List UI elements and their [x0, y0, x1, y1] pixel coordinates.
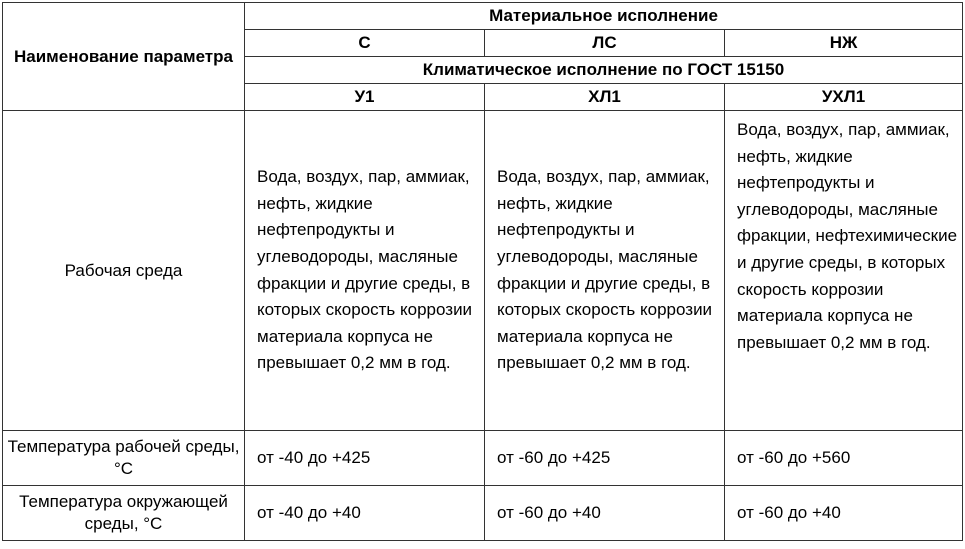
working-temp-ls: от -60 до +425: [485, 431, 725, 486]
material-title: Материальное исполнение: [245, 3, 963, 30]
material-nzh: НЖ: [725, 30, 963, 57]
param-name-header: Наименование параметра: [3, 3, 245, 111]
working-temp-c: от -40 до +425: [245, 431, 485, 486]
table-row: [3, 486, 963, 541]
working-temp-nzh: от -60 до +560: [725, 431, 963, 486]
row-label-working-medium: Рабочая среда: [3, 111, 245, 431]
row-label-ambient-temp: Температура окружающей среды, °С: [3, 486, 245, 541]
ambient-temp-nzh: от -60 до +40: [725, 486, 963, 541]
table-row: [3, 111, 963, 431]
working-medium-nzh: Вода, воздух, пар, аммиак, нефть, жидкие нефтепродукты и углеводороды, масляные фракции, нефтехимические и другие среды, в которых скорость коррозии материала корпуса не превышает 0,2 мм в год.: [725, 111, 963, 431]
climate-khl1: ХЛ1: [485, 84, 725, 111]
material-c: С: [245, 30, 485, 57]
row-label-working-temp: Температура рабочей среды, °С: [3, 431, 245, 486]
working-medium-ls: Вода, воздух, пар, аммиак, нефть, жидкие нефтепродукты и углеводороды, масляные фракции и другие среды, в которых скорость коррозии материала корпуса не превышает 0,2 мм в год.: [485, 111, 725, 431]
climate-title: Климатическое исполнение по ГОСТ 15150: [245, 57, 963, 84]
climate-u1: У1: [245, 84, 485, 111]
ambient-temp-c: от -40 до +40: [245, 486, 485, 541]
material-ls: ЛС: [485, 30, 725, 57]
climate-ukhl1: УХЛ1: [725, 84, 963, 111]
ambient-temp-ls: от -60 до +40: [485, 486, 725, 541]
working-medium-c: Вода, воздух, пар, аммиак, нефть, жидкие нефтепродукты и углеводороды, масляные фракции и другие среды, в которых скорость коррозии материала корпуса не превышает 0,2 мм в год.: [245, 111, 485, 431]
table-row: [3, 431, 963, 486]
spec-table: [2, 2, 963, 541]
header-row-material: [3, 3, 963, 30]
